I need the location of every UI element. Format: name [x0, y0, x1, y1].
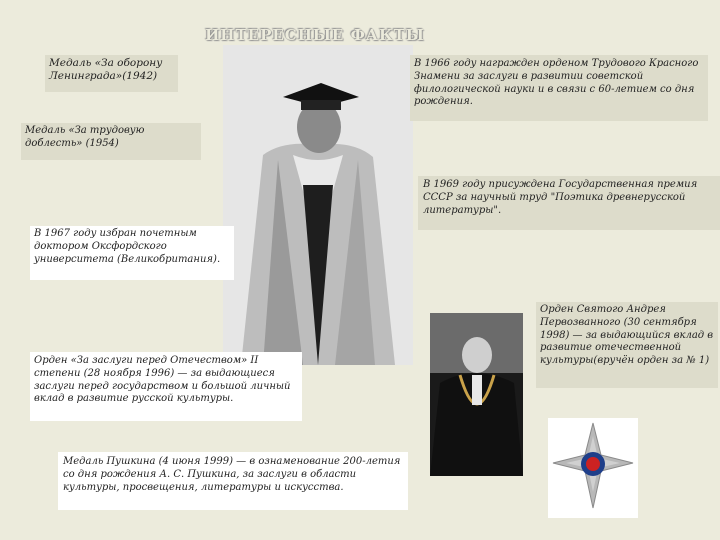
- portrait-photo-oxford-gown: [223, 45, 413, 365]
- page-title: ИНТЕРЕСНЫЕ ФАКТЫ: [205, 26, 425, 44]
- fact-medal-labour: Медаль «За трудовую доблесть» (1954): [21, 123, 201, 160]
- fact-oxford-1967: В 1967 году избран почетным доктором Оксфордского университета (Великобритания).: [30, 226, 234, 280]
- fact-order-merit: Орден «За заслуги перед Отечеством» II степени (28 ноября 1996) — за выдающиеся заслуги перед государством и большой личный вклад в развитие русской культуры.: [30, 352, 302, 421]
- photo-with-order-chain: [430, 313, 523, 476]
- order-star-image: [548, 418, 638, 518]
- fact-prize-1969: В 1969 году присуждена Государственная премия СССР за научный труд "Поэтика древнерусской литературы".: [418, 176, 720, 230]
- fact-medal-pushkin: Медаль Пушкина (4 июня 1999) — в ознаменование 200-летия со дня рождения А. С. Пушкина, за заслуги в области культуры, просвещения, литературы и искусства.: [58, 452, 408, 510]
- fact-order-andrew: Орден Святого Андрея Первозванного (30 сентября 1998) — за выдающийся вклад в развитие отечественной культуры(вручён орден за № 1): [536, 302, 718, 388]
- fact-medal-leningrad: Медаль «За оборону Ленинграда»(1942): [45, 55, 178, 92]
- fact-order-1966: В 1966 году награжден орденом Трудового Красного Знамени за заслуги в развитии советской филологической науки и в связи с 60-летием со дня рождения.: [410, 55, 708, 121]
